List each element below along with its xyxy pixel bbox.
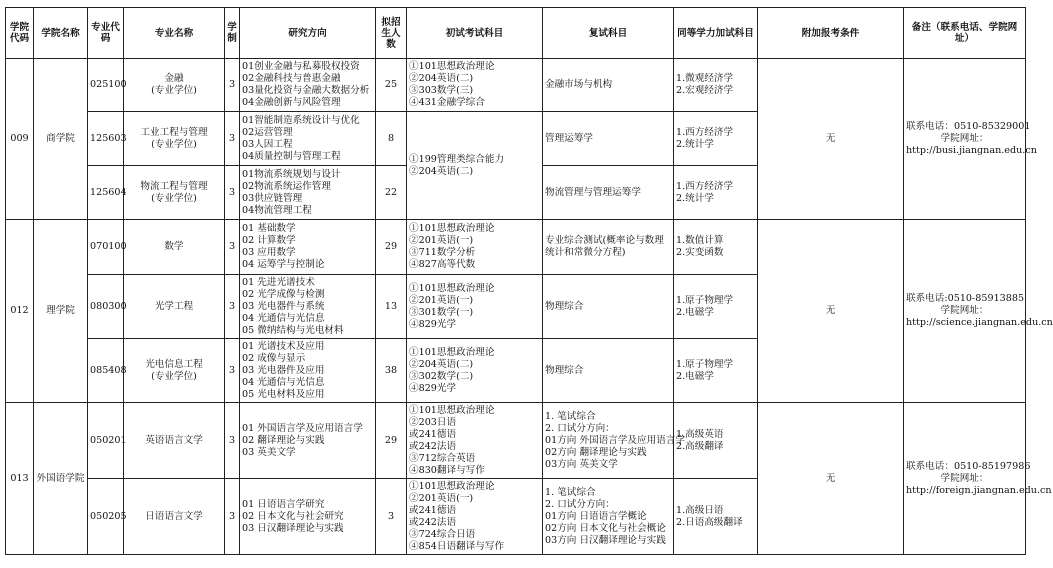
major-code: 125604 <box>88 166 124 220</box>
equivalent-subjects: 1.高级英语 2.高级翻译 <box>674 403 758 479</box>
duration: 3 <box>225 403 240 479</box>
quota: 38 <box>376 339 407 403</box>
retest-subjects: 金融市场与机构 <box>543 59 674 112</box>
shared-preliminary-subjects: ①199管理类综合能力 ②204英语(二) <box>407 112 543 220</box>
header-college-code: 学院代码 <box>6 8 34 59</box>
quota: 25 <box>376 59 407 112</box>
college-code: 013 <box>6 403 34 555</box>
quota: 13 <box>376 275 407 339</box>
admissions-table <box>5 7 1053 555</box>
major-name: 工业工程与管理 (专业学位) <box>124 112 225 166</box>
table-row <box>6 220 1026 275</box>
header-college-name: 学院名称 <box>34 8 88 59</box>
remarks: 联系电话：0510-85197986 学院网址： http://foreign.jiangnan.edu.cn <box>904 403 1026 555</box>
major-name: 物流工程与管理 (专业学位) <box>124 166 225 220</box>
table-row <box>6 59 1026 112</box>
equivalent-subjects: 1.数值计算 2.实变函数 <box>674 220 758 275</box>
duration: 3 <box>225 166 240 220</box>
college-name: 理学院 <box>34 220 88 403</box>
preliminary-subjects: ①101思想政治理论 ②201英语(一) ③301数学(一) ④829光学 <box>407 275 543 339</box>
duration: 3 <box>225 479 240 555</box>
major-name: 数学 <box>124 220 225 275</box>
equivalent-subjects: 1.原子物理学 2.电磁学 <box>674 275 758 339</box>
research-directions: 01物流系统规划与设计 02物流系统运作管理 03供应链管理 04物流管理工程 <box>240 166 376 220</box>
research-directions: 01智能制造系统设计与优化 02运营管理 03人因工程 04质量控制与管理工程 <box>240 112 376 166</box>
header-quota: 拟招生人数 <box>376 8 407 59</box>
equivalent-subjects: 1.西方经济学 2.统计学 <box>674 112 758 166</box>
major-code: 125603 <box>88 112 124 166</box>
extra-conditions: 无 <box>758 220 904 403</box>
major-name: 日语语言文学 <box>124 479 225 555</box>
research-directions: 01 先进光谱技术 02 光学成像与检测 03 光电器件与系统 04 光通信与光信息 05 微纳结构与光电材料 <box>240 275 376 339</box>
major-code: 050201 <box>88 403 124 479</box>
research-directions: 01 光谱技术及应用 02 成像与显示 03 光电器件及应用 04 光通信与光信息 05 光电材料及应用 <box>240 339 376 403</box>
preliminary-subjects: ①101思想政治理论 ②204英语(二) ③303数学(三) ④431金融学综合 <box>407 59 543 112</box>
header-major-code: 专业代码 <box>88 8 124 59</box>
retest-subjects: 专业综合测试(概率论与数理 统计和常微分方程) <box>543 220 674 275</box>
retest-subjects: 物理综合 <box>543 339 674 403</box>
header-retest-subjects: 复试科目 <box>543 8 674 59</box>
major-code: 070100 <box>88 220 124 275</box>
equivalent-subjects: 1.微观经济学 2.宏观经济学 <box>674 59 758 112</box>
major-code: 050205 <box>88 479 124 555</box>
header-extra-conditions: 附加报考条件 <box>758 8 904 59</box>
header-remarks: 备注（联系电话、学院网址） <box>904 8 1026 59</box>
extra-conditions: 无 <box>758 403 904 555</box>
duration: 3 <box>225 112 240 166</box>
college-code: 012 <box>6 220 34 403</box>
college-code: 009 <box>6 59 34 220</box>
header-research-direction: 研究方向 <box>240 8 376 59</box>
major-code: 025100 <box>88 59 124 112</box>
equivalent-subjects: 1.西方经济学 2.统计学 <box>674 166 758 220</box>
college-name: 商学院 <box>34 59 88 220</box>
retest-subjects: 管理运筹学 <box>543 112 674 166</box>
remarks: 联系电话：0510-85329001 学院网址： http://busi.jiangnan.edu.cn <box>904 59 1026 220</box>
header-equivalent-subjects: 同等学力加试科目 <box>674 8 758 59</box>
college-name: 外国语学院 <box>34 403 88 555</box>
table-row <box>6 403 1026 479</box>
retest-subjects: 1. 笔试综合 2. 口试分方向： 01方向 外国语言学及应用语言学 02方向 翻译理论与实践 03方向 英美文学 <box>543 403 674 479</box>
admissions-table-sheet <box>5 7 1053 555</box>
remarks: 联系电话:0510-85913885 学院网址： http://science.jiangnan.edu.cn <box>904 220 1026 403</box>
preliminary-subjects: ①101思想政治理论 ②201英语(一) ③711数学分析 ④827高等代数 <box>407 220 543 275</box>
quota: 29 <box>376 220 407 275</box>
quota: 22 <box>376 166 407 220</box>
duration: 3 <box>225 59 240 112</box>
research-directions: 01创业金融与私募股权投资 02金融科技与普惠金融 03量化投资与金融大数据分析 04金融创新与风险管理 <box>240 59 376 112</box>
preliminary-subjects: ①101思想政治理论 ②203日语 或241德语 或242法语 ③712综合英语 ④830翻译与写作 <box>407 403 543 479</box>
extra-conditions: 无 <box>758 59 904 220</box>
duration: 3 <box>225 275 240 339</box>
equivalent-subjects: 1.原子物理学 2.电磁学 <box>674 339 758 403</box>
duration: 3 <box>225 339 240 403</box>
research-directions: 01 外国语言学及应用语言学 02 翻译理论与实践 03 英美文学 <box>240 403 376 479</box>
equivalent-subjects: 1.高级日语 2.日语高级翻译 <box>674 479 758 555</box>
retest-subjects: 物理综合 <box>543 275 674 339</box>
quota: 8 <box>376 112 407 166</box>
research-directions: 01 日语语言学研究 02 日本文化与社会研究 03 日汉翻译理论与实践 <box>240 479 376 555</box>
retest-subjects: 1. 笔试综合 2. 口试分方向： 01方向 日语语言学概论 02方向 日本文化与社会概论 03方向 日汉翻译理论与实践 <box>543 479 674 555</box>
major-name: 光电信息工程 (专业学位) <box>124 339 225 403</box>
research-directions: 01 基础数学 02 计算数学 03 应用数学 04 运筹学与控制论 <box>240 220 376 275</box>
preliminary-subjects: ①101思想政治理论 ②201英语(一) 或241德语 或242法语 ③724综合日语 ④854日语翻译与写作 <box>407 479 543 555</box>
header-duration: 学制 <box>225 8 240 59</box>
table-header-row <box>6 8 1026 59</box>
header-major-name: 专业名称 <box>124 8 225 59</box>
major-name: 金融 (专业学位) <box>124 59 225 112</box>
preliminary-subjects: ①101思想政治理论 ②204英语(二) ③302数学(二) ④829光学 <box>407 339 543 403</box>
major-code: 080300 <box>88 275 124 339</box>
header-preliminary-subjects: 初试考试科目 <box>407 8 543 59</box>
duration: 3 <box>225 220 240 275</box>
major-code: 085408 <box>88 339 124 403</box>
major-name: 光学工程 <box>124 275 225 339</box>
quota: 29 <box>376 403 407 479</box>
major-name: 英语语言文学 <box>124 403 225 479</box>
retest-subjects: 物流管理与管理运筹学 <box>543 166 674 220</box>
quota: 3 <box>376 479 407 555</box>
